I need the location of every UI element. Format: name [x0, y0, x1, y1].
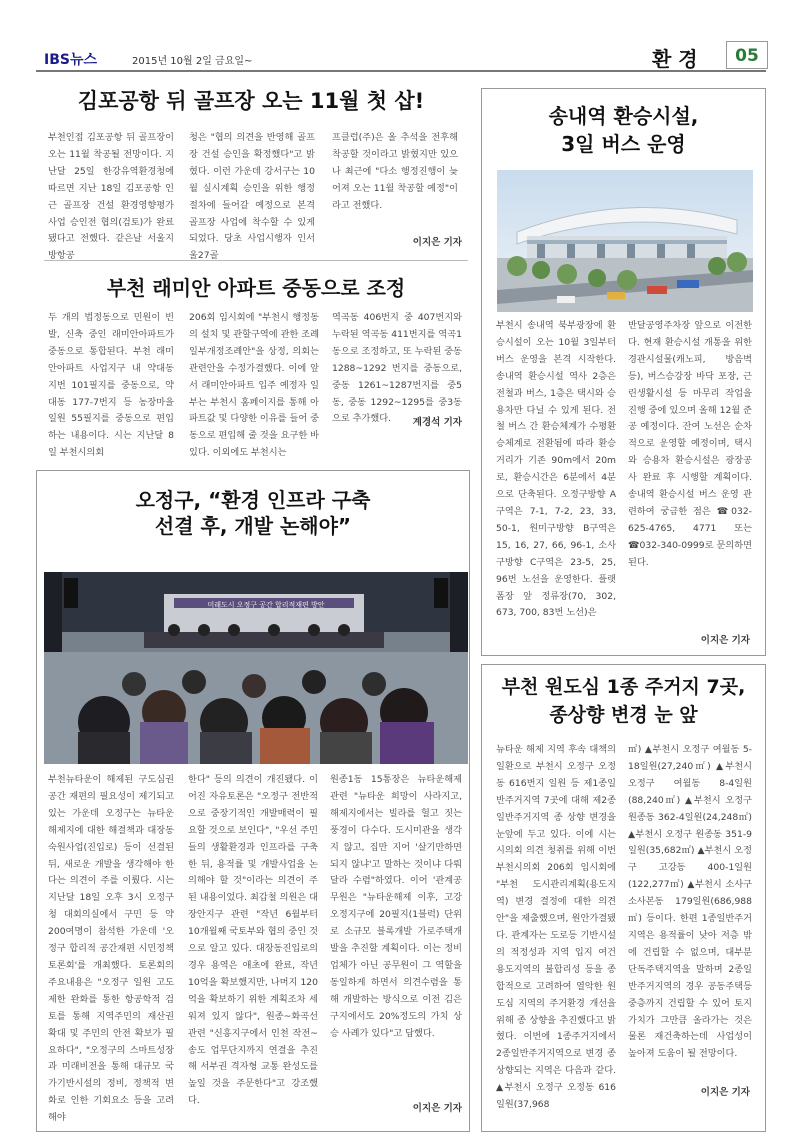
- article4-col3: 원종1동 15통장은 뉴타운해제 관련 "뉴타운 희망이 사라지고, 해제지에서는 빌라를 헐고 짓는 풍경이 다수다. 도시미관을 생각지 않고, 집만 지어 '살기만하면 되지 않냐'고 말하는 것이냐 다뤄달라 수렴"하였다. 이어 '관계공무원은 "뉴타운해제 이후, 고강 오정지구에 20필지(1블럭) 단위로 소규모 블록개발 가로주택개발을 추진할 계획이다. 이는 정비업체가 아닌 공무원이 그 역할을 동일하게 하면서 의견수렴을 통해 개발하는 방식으로 이전 김은구지에서도 20%정도의 가치 상승 사례가 있다"고 답했다.: [330, 774, 462, 1039]
- article5-byline: 이지은 기자: [700, 1087, 750, 1098]
- article3-byline: 이지은 기자: [700, 635, 750, 646]
- article2-col3: 역곡동 406번지 중 407번지와 누락된 역곡동 411번지를 역곡1동으로 조정하고, 또 누락된 중동 1288~1292 번지를 중동으로, 중동 1261~1287번지를 중5동, 중동 1292~1295를 중3동으로 추가했다.: [332, 312, 462, 425]
- article5-headline-line1: 부천 원도심 1종 주거지 7곳,: [501, 676, 746, 698]
- forum-banner-text: 미래도시 오정구 공간 합리적재편 방안: [207, 601, 325, 609]
- forum-event-photo: [44, 572, 468, 764]
- transit-station-rendering: [497, 170, 753, 312]
- article1-col3: 프클럽(주)은 올 추석을 전후해 착공할 것이라고 밝혔지만 있으나 최근에 "다소 행정진행이 늦어져 오는 11월 착공할 예정"이라고 전했다.: [332, 132, 458, 211]
- article3-col1: 부천시 송내역 북부광장에 환승시설이 오는 10월 3일부터 버스 운영을 본격 시작한다. 송내역 환승시설 역사 2층은 전철과 버스, 1층은 택시와 승용차만 다닐 수 있게 된다. 전철 버스 간 환승체계가 수평환승체계로 전환됨에 따라 환승거리가 기존 90m에서 20m로, 환승시간은 6분에서 4분으로 단축된다. 오정구방향 A구역은 7-1, 7-2, 23, 33, 50-1, 원미구방향 B구역은 15, 16, 27, 66, 96-1, 소사구방향 C구역은 23-5, 25, 96번 노선을 운영한다. 플랫폼장 앞 정류장(70, 302, 673, 700, 83번 노선)은: [496, 320, 616, 619]
- article4-col2: 한다" 등의 의견이 개진됐다. 이어진 자유토론은 "오정구 전반적으로 중장기적인 개발매력이 필요할 것으로 보인다", "우선 주민들의 생활환경과 인프라를 구축한 뒤, 용적률 및 개발사업을 논의해야 할 것"이라는 의견이 주된 내용이었다. 최갑철 의원은 대장안지구 관련 "작년 6월부터 10개월째 국토부와 협의 중인 것으로 알고 있다. 대장동진입로의 경우 용역은 애초에 완료, 작년 10억을 확보했지만, 나머지 120억을 확보하기 위한 계획조차 세워져 있지 않다", 원종~화곡선 관련 "신흥지구에서 인천 작전~송도 업무단지까지 연결을 추진해 서부권 격자형 교통 완성도를 높일 것을 주문한다"고 강조했다.: [188, 774, 318, 1107]
- article1-col2: 청은 "협의 의견을 반영해 골프장 건설 승인을 확정했다"고 밝혔다. 이런 가운데 강서구는 10월 실시계획 승인을 위한 행정절차에 들어갈 예정으로 본격 골프장 사업에 착수할 수 있게 되었다. 당초 사업시행자 인서울27골: [189, 132, 315, 262]
- section-title: 환 경: [652, 47, 698, 71]
- article2-headline: 부천 래미안 아파트 중동으로 조정: [106, 276, 406, 300]
- newspaper-logo: IBS뉴스: [44, 52, 98, 68]
- issue-date: 2015년 10월 2일 금요일~: [132, 56, 253, 67]
- header-rule: [36, 70, 766, 72]
- article3-headline-line1: 송내역 환승시설,: [548, 104, 699, 128]
- article4-headline-line2: 선결 후, 개발 논해야”: [154, 514, 352, 538]
- article1-headline: 김포공항 뒤 골프장 오는 11월 첫 삽!: [77, 89, 425, 113]
- article1-byline: 이지은 기자: [412, 237, 462, 248]
- article2-col1: 두 개의 법정동으로 민원이 빈발, 신축 중인 래미안아파트가 중동으로 통합된다. 부천 래미안아파트 사업지구 내 약대동 지번 101필지를 중동으로, 약대동 177-7번지 등 농장마을 일원 55필지를 중동으로 편입하는 내용이다. 시는 지난달 8일 부천시의회: [48, 312, 174, 459]
- article2-byline: 계경석 기자: [412, 417, 462, 428]
- article4-col1: 부천뉴타운이 해제된 구도심권 공간 재편의 필요성이 제기되고 있는 가운데 오정구는 뉴타운 해제지에 대한 해결책과 대장동숙원사업(진입로) 등이 선결된 뒤, 새로운 개발을 생각해야 한다는 의견이 주를 이뤘다. 시는 지난달 18일 오후 3시 오정구청 대회의실에서 구민 등 약 200여명이 참석한 가운데 '오정구 합리적 공간재편 시민정책 토론회'를 개최했다. 토론회의 주요내용은 "오정구 일원 고도제한 완화를 통한 항공학적 검토를 통해 지역주민의 재산권 확대 및 주민의 안전 확보가 필요하다", "오정구의 스마트성장과 미래비전을 통해 대규모 국가기반시설의 정비, 정책적 변화로 인한 기회요소 등을 고려해야: [48, 774, 174, 1124]
- page-number: 05: [726, 41, 768, 69]
- article3-col2: 반달공영주차장 앞으로 이전한다. 현재 환승시설 개통을 위한 경관시설물(캐노피, 방음벽 등), 버스승강장 바닥 포장, 근린생활시설 등 마무리 작업을 진행 중에 있으며 올해 12월 준공 예정이다. 잔여 노선은 순차적으로 운영할 예정이며, 택시와 승용차 환승시설은 광장공사 완료 후 시행할 계획이다. 송내역 환승시설 버스 운영 관련하여 궁금한 점은 ☎032-625-4765, 4771 또는 ☎032-340-0999로 문의하면 된다.: [628, 320, 752, 568]
- article5-col2: ㎡) ▲부천시 오정구 여월동 5-18일원(27,240㎡) ▲부천시 오정구 여월동 8-4일원(88,240㎡) ▲부천시 오정구 원종동 362-4일원(24,248㎡) ▲부천시 오정구 원종동 351-9일원(35,682㎡) ▲부천시 오정구 고강동 400-1일원(122,277㎡) ▲부천시 소사구 소사본동 179일원(686,988㎡) 등이다. 한편 1종일반주거지역은 용적률이 낮아 저층 밖에 건립할 수 없으며, 대부분 단독주택지역을 말하며 2종일반주거지역의 경우 공동주택등 중층까지 건립할 수 있어 토지 가치가 그만큼 올라가는 것은 물론 재건축하는데 사업성이 높아져 도움이 될 전망이다.: [628, 744, 752, 1060]
- station-rendering-graphic: [497, 170, 753, 312]
- article4-byline: 이지은 기자: [412, 1103, 462, 1114]
- article5-headline-line2: 종상향 변경 눈 앞: [549, 704, 698, 726]
- article2-col2: 206회 임시회에 "부천시 행정동의 설치 및 관할구역에 관한 조례 일부개정조례안"을 상정, 의회는 관련안을 수정가결했다. 이에 앞서 래미안아파트 입주 예정자 일부는 부천시 홈페이지를 통해 아파트값 및 다양한 이유를 들어 중동으로 편입해 줄 것을 요구한 바 있다. 이외에도 부천시는: [189, 312, 319, 459]
- article4-headline-line1: 오정구, “환경 인프라 구축: [135, 488, 371, 512]
- article-divider: [44, 260, 468, 261]
- article5-col1: 뉴타운 해제 지역 후속 대책의 일환으로 부천시 오정구 오정동 616번지 일원 등 제1종일반주거지역 7곳에 대해 제2종일반주거지역 종 상향 변경을 눈앞에 두고 있다. 이에 시는 시의회 의견 청취를 위해 이번 부천시의회 206회 임시회에 "부천 도시관리계획(용도지역) 변경 결정에 대한 의견안"을 제출했으며, 원안가결됐다. 관계자는 도로등 기반시설의 적정성과 지역 입지 여건 용도지역의 불합리성 등을 종합적으로 고려하여 열악한 원도심 지역의 주거환경 개선을 위해 종 상향을 추진했다고 밝혔다. 이번에 1종주거지에서 2종일반주거지역으로 변경 종 상향되는 지역은 다음과 같다. ▲부천시 오정구 오정동 616일원(37,968: [496, 744, 616, 1111]
- article1-col1: 부천인접 김포공항 뒤 골프장이 오는 11월 착공될 전망이다. 지난달 25일 한강유역환경청에 따르면 지난 18일 김포공항 인근 골프장 건설 환경영향평가 사업 승인전 협의(검토)가 완료됐다고 전했다. 같은날 서울지방항공: [48, 132, 174, 262]
- article3-headline-line2: 3일 버스 운영: [561, 132, 686, 156]
